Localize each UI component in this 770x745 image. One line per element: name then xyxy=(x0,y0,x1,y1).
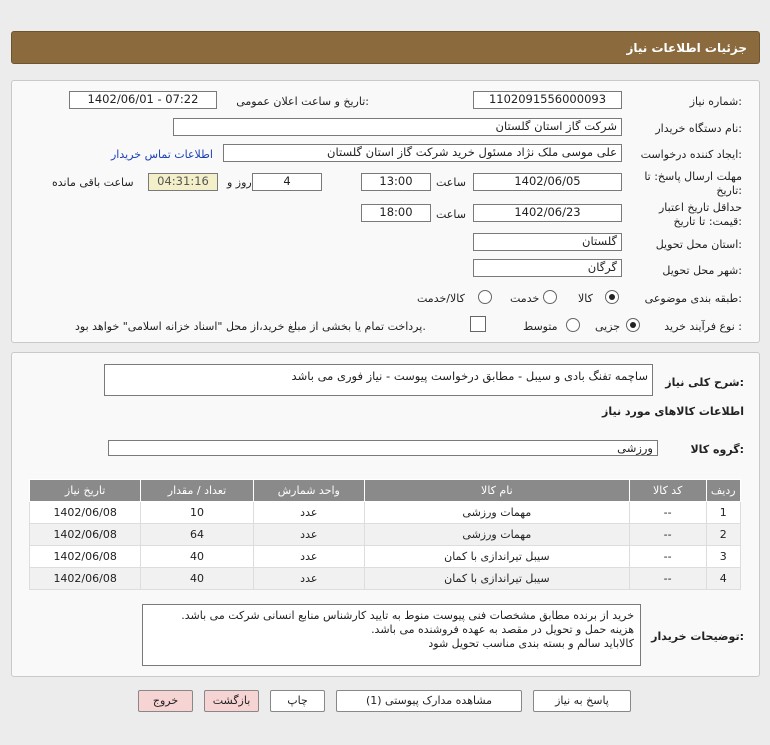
goods-table-header xyxy=(30,480,741,502)
buyer-org-field[interactable]: شرکت گاز استان گلستان xyxy=(173,118,622,136)
goods-date: 1402/06/08 xyxy=(30,546,141,568)
goods-date: 1402/06/08 xyxy=(30,502,141,524)
row-number: 2 xyxy=(706,524,740,546)
goods-name: سیبل تیراندازی با کمان xyxy=(364,568,629,590)
purchase-minor-label: جزیی xyxy=(595,320,621,333)
goods-code: -- xyxy=(629,502,706,524)
need-number-field[interactable]: 1102091556000093 xyxy=(473,91,622,109)
goods-name: مهمات ورزشی xyxy=(364,524,629,546)
purchase-medium-radio[interactable] xyxy=(566,318,580,332)
col-row-header: ردیف xyxy=(706,480,740,502)
col-unit-header: واحد شمارش xyxy=(253,480,364,502)
purchase-minor-radio[interactable] xyxy=(626,318,640,332)
announce-datetime-field[interactable]: 1402/06/01 - 07:22 xyxy=(69,91,217,109)
col-qty-header: تعداد / مقدار xyxy=(141,480,253,502)
category-service-label: خدمت xyxy=(510,292,540,305)
print-button[interactable]: چاپ xyxy=(270,690,325,712)
table-row[interactable] xyxy=(30,524,741,546)
province-label: استان محل تحویل: xyxy=(655,238,742,251)
need-number-label: شماره نیاز: xyxy=(689,95,742,108)
goods-qty: 64 xyxy=(141,524,253,546)
remaining-time-field: 04:31:16 xyxy=(148,173,218,191)
buyer-org-label: نام دستگاه خریدار: xyxy=(655,122,742,135)
reply-button[interactable]: پاسخ به نیاز xyxy=(533,690,631,712)
purchase-medium-label: متوسط xyxy=(523,320,558,333)
category-goods-service-label: کالا/خدمت xyxy=(417,292,465,305)
goods-unit: عدد xyxy=(253,502,364,524)
deadline-time-field[interactable]: 13:00 xyxy=(361,173,431,191)
col-name-header: نام کالا xyxy=(364,480,629,502)
days-label: روز و xyxy=(227,176,252,189)
buyer-contact-link[interactable]: اطلاعات تماس خریدار xyxy=(111,148,213,161)
goods-qty: 10 xyxy=(141,502,253,524)
creator-field[interactable]: علی موسی ملک نژاد مسئول خرید شرکت گاز استان گلستان xyxy=(223,144,622,162)
days-field[interactable]: 4 xyxy=(252,173,322,191)
table-row[interactable] xyxy=(30,502,741,524)
view-attachments-button[interactable]: مشاهده مدارک پیوستی (1) xyxy=(336,690,522,712)
category-goods-service-radio[interactable] xyxy=(478,290,492,304)
city-label: شهر محل تحویل: xyxy=(662,264,742,277)
goods-unit: عدد xyxy=(253,568,364,590)
province-field[interactable]: گلستان xyxy=(473,233,622,251)
buyer-notes-label: توضیحات خریدار: xyxy=(651,630,744,643)
goods-code: -- xyxy=(629,546,706,568)
deadline-label: مهلت ارسال پاسخ: تا xyxy=(644,170,742,183)
table-row[interactable] xyxy=(30,568,741,590)
goods-date: 1402/06/08 xyxy=(30,568,141,590)
row-number: 4 xyxy=(706,568,740,590)
category-goods-radio[interactable] xyxy=(605,290,619,304)
validity-time-label: ساعت xyxy=(436,208,466,221)
announce-datetime-label: تاریخ و ساعت اعلان عمومی: xyxy=(236,95,369,108)
goods-date: 1402/06/08 xyxy=(30,524,141,546)
col-date-header: تاریخ نیاز xyxy=(30,480,141,502)
validity-date-field[interactable]: 1402/06/23 xyxy=(473,204,622,222)
page-header xyxy=(11,31,760,64)
goods-unit: عدد xyxy=(253,546,364,568)
validity-date-label: قیمت: تا تاریخ: xyxy=(673,215,742,228)
city-field[interactable]: گرگان xyxy=(473,259,622,277)
goods-info-title: اطلاعات کالاهای مورد نیاز xyxy=(602,405,744,418)
goods-name: مهمات ورزشی xyxy=(364,502,629,524)
deadline-date-field[interactable]: 1402/06/05 xyxy=(473,173,622,191)
description-field[interactable]: ساچمه تفنگ بادی و سیبل - مطابق درخواست پیوست - نیاز فوری می باشد xyxy=(104,364,653,396)
goods-code: -- xyxy=(629,524,706,546)
row-number: 1 xyxy=(706,502,740,524)
page-title: جزئیات اطلاعات نیاز xyxy=(626,41,747,55)
col-code-header: کد کالا xyxy=(629,480,706,502)
goods-name: سیبل تیراندازی با کمان xyxy=(364,546,629,568)
goods-table-wrapper xyxy=(29,479,741,590)
goods-group-field[interactable]: ورزشی xyxy=(108,440,658,456)
deadline-time-label: ساعت xyxy=(436,176,466,189)
deadline-date-label: تاریخ: xyxy=(716,184,742,197)
category-goods-label: کالا xyxy=(578,292,593,305)
goods-unit: عدد xyxy=(253,524,364,546)
category-service-radio[interactable] xyxy=(543,290,557,304)
remaining-time-label: ساعت باقی مانده xyxy=(52,176,134,189)
creator-label: ایجاد کننده درخواست: xyxy=(640,148,742,161)
treasury-bonds-checkbox[interactable] xyxy=(470,316,486,332)
goods-qty: 40 xyxy=(141,546,253,568)
row-number: 3 xyxy=(706,546,740,568)
back-button[interactable]: بازگشت xyxy=(204,690,259,712)
buyer-notes-field[interactable]: خرید از برنده مطابق مشخصات فنی پیوست منوط به تایید کارشناس منابع انسانی شرکت می باشد. هزینه حمل و تحویل در مقصد به عهده فروشنده می باشد. کالاباید سالم و بسته بندی مناسب تحویل شود xyxy=(142,604,641,666)
goods-code: -- xyxy=(629,568,706,590)
table-row[interactable] xyxy=(30,546,741,568)
validity-label: حداقل تاریخ اعتبار xyxy=(658,201,742,214)
payment-note: پرداخت تمام یا بخشی از مبلغ خرید،از محل "اسناد خزانه اسلامی" خواهد بود. xyxy=(75,320,426,333)
goods-table xyxy=(29,479,741,590)
description-label: شرح کلی نیاز: xyxy=(665,376,744,389)
goods-group-label: گروه کالا: xyxy=(690,443,744,456)
goods-qty: 40 xyxy=(141,568,253,590)
exit-button[interactable]: خروج xyxy=(138,690,193,712)
validity-time-field[interactable]: 18:00 xyxy=(361,204,431,222)
category-label: طبقه بندی موضوعی: xyxy=(644,292,742,305)
purchase-type-label: نوع فرآیند خرید : xyxy=(664,320,742,333)
